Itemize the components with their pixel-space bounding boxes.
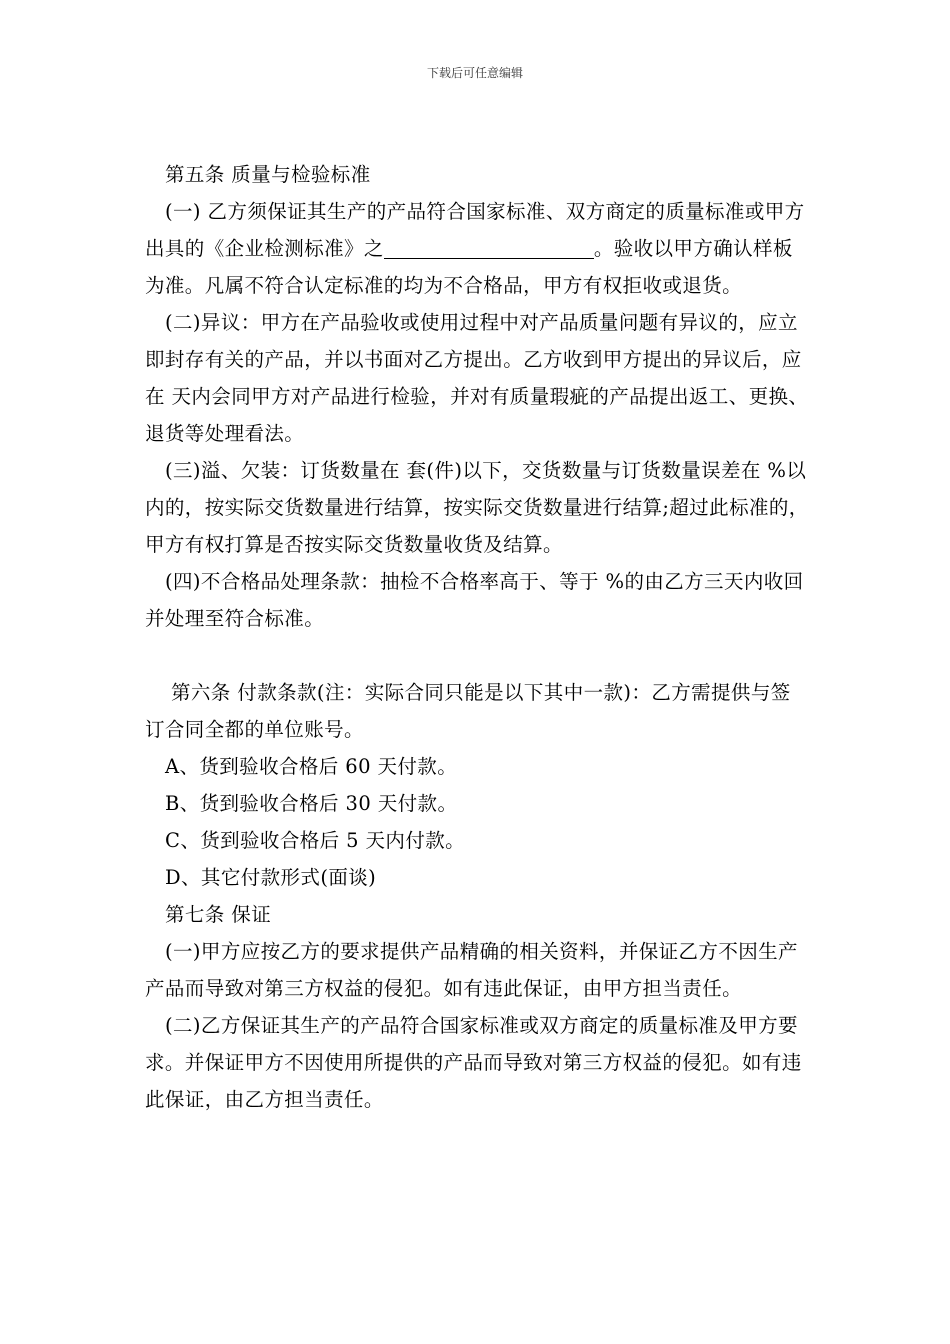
paragraph-spacer xyxy=(145,637,810,674)
article5-item1-pre: (一) 乙方须保证其生产的产品符合国家标准、双方商定的质量标准或甲方出具的《企业检测标准》之 xyxy=(145,200,805,260)
article5-item2: (二)异议：甲方在产品验收或使用过程中对产品质量问题有异议的，应立即封存有关的产品，并以书面对乙方提出。乙方收到甲方提出的异议后，应在 天内会同甲方对产品进行检验，并对有质量瑕疵的产品提出返工、更换、退货等处理看法。 xyxy=(145,311,809,445)
article6-option-c: C、货到验收合格后 5 天内付款。 xyxy=(165,829,466,852)
article6-option-a: A、货到验收合格后 60 天付款。 xyxy=(165,755,458,778)
article5-title: 第五条 质量与检验标准 xyxy=(165,163,371,186)
article6-title: 第六条 付款条款(注：实际合同只能是以下其中一款)：乙方需提供与签订合同全都的单位账号。 xyxy=(145,681,791,741)
article7-title: 第七条 保证 xyxy=(165,903,272,926)
fill-in-blank xyxy=(384,236,594,259)
article5-item4: (四)不合格品处理条款：抽检不合格率高于、等于 %的由乙方三天内收回并处理至符合标准。 xyxy=(145,570,804,630)
page-header: 下载后可任意编辑 xyxy=(426,66,523,80)
article5-item1-post: 。验收以甲方确认样板为准。凡属不符合认定标准的均为不合格品，甲方有权拒收或退货。 xyxy=(145,237,793,297)
article5-item3: (三)溢、欠装：订货数量在 套(件)以下，交货数量与订货数量误差在 %以内的，按实际交货数量进行结算，按实际交货数量进行结算;超过此标准的，甲方有权打算是否按实际交货数量收货及结算。 xyxy=(145,459,809,556)
article5-item1 xyxy=(145,193,810,304)
article6-option-b: B、货到验收合格后 30 天付款。 xyxy=(165,792,458,815)
article6-option-d: D、其它付款形式(面谈) xyxy=(165,866,377,889)
article7-item1: (一)甲方应按乙方的要求提供产品精确的相关资料，并保证乙方不因生产产品而导致对第三方权益的侵犯。如有违此保证，由甲方担当责任。 xyxy=(145,940,798,1000)
document-body xyxy=(145,156,810,1118)
article7-item2: (二)乙方保证其生产的产品符合国家标准或双方商定的质量标准及甲方要求。并保证甲方不因使用所提供的产品而导致对第三方权益的侵犯。如有违此保证，由乙方担当责任。 xyxy=(145,1014,802,1111)
